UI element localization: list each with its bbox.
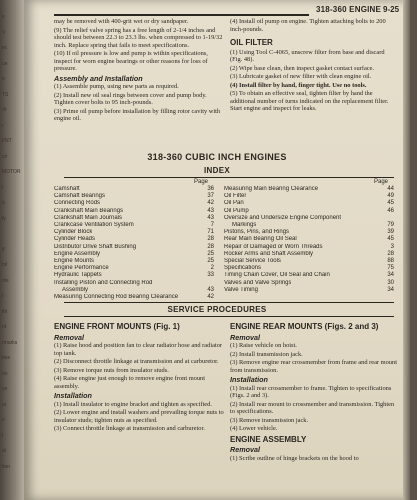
adjacent-page-fragment: nts bbox=[2, 277, 9, 284]
adjacent-page-fragment: l bbox=[2, 184, 4, 191]
removal-heading: Removal bbox=[230, 445, 260, 454]
adjacent-page-fragment: MOTOR bbox=[2, 169, 21, 175]
step: (1) Assemble pump, using new parts as required. bbox=[54, 83, 179, 90]
index-page-label-right: Page bbox=[374, 179, 389, 185]
adjacent-page-fragment: rfr bbox=[2, 107, 7, 113]
index-entry bbox=[54, 229, 214, 236]
front-mounts-section bbox=[54, 321, 226, 434]
index-entry bbox=[54, 287, 214, 294]
step: (2) Wipe base clean, then inspect gasket contact surface. bbox=[230, 64, 375, 72]
index-entry-label: Camshaft bbox=[54, 186, 80, 192]
index-entry-page: 2 bbox=[210, 265, 214, 272]
index-entry bbox=[224, 208, 394, 215]
adjacent-page-fragment: fy bbox=[2, 215, 6, 222]
step: (4) Install oil pump on engine. Tighten attaching bolts to 200 inch-pounds. bbox=[230, 18, 386, 33]
index-entry bbox=[224, 193, 394, 200]
index-entry-page: 42 bbox=[207, 294, 214, 301]
index-entry-label: Engine Assembly bbox=[54, 250, 101, 257]
rear-mounts-heading: ENGINE REAR MOUNTS (Figs. 2 and 3) bbox=[230, 322, 379, 331]
index-entry-label: Rear Main Bearing Oil Seal bbox=[224, 236, 297, 243]
step: (2) Lower engine and install washers and prevailing torque nuts to insulator studs; tighten nuts as specified. bbox=[54, 409, 224, 424]
index-entry-label: Measuring Main Bearing Clearance bbox=[224, 186, 319, 192]
index-entry-page bbox=[211, 280, 214, 287]
index-entry-page: 33 bbox=[207, 272, 214, 279]
index-entry bbox=[224, 244, 394, 251]
index-entry-page: 39 bbox=[387, 229, 394, 236]
index-entry-label: Rocker Arms and Shaft Assembly bbox=[224, 250, 314, 257]
adjacent-page-fragment: ur bbox=[2, 401, 7, 408]
index-entry-label: Assembly bbox=[62, 286, 89, 293]
index-entry bbox=[224, 236, 394, 243]
step: (4) Install filter by hand, finger tight. Use no tools. bbox=[230, 81, 367, 89]
index-entry bbox=[224, 265, 394, 272]
index-entry-page: 34 bbox=[387, 272, 394, 279]
service-rule bbox=[64, 316, 394, 317]
index-bottom-rule bbox=[64, 302, 394, 303]
adjacent-page-fragment: bes bbox=[2, 355, 11, 361]
index-entry-label: Engine Performance bbox=[54, 265, 109, 272]
adjacent-page-fragment: rmarks bbox=[2, 339, 18, 346]
step: (2) Disconnect throttle linkage at transmission and at carburetor. bbox=[54, 358, 219, 365]
index-entry bbox=[224, 222, 394, 229]
index-entry-page: 28 bbox=[207, 236, 214, 243]
index-entry-page: 34 bbox=[387, 286, 394, 293]
step: (1) Raise vehicle on hoist. bbox=[230, 342, 297, 349]
paragraph: may be removed with 400-grit wet or dry sandpaper. bbox=[54, 18, 189, 25]
rear-mounts-section bbox=[230, 321, 398, 463]
step: (4) Raise engine just enough to remove engine front mount assembly. bbox=[54, 375, 206, 390]
step: (1) Raise hood and position fan to clear radiator hose and radiator top tank. bbox=[54, 342, 223, 357]
adjacent-page-fragment: TS bbox=[2, 91, 9, 98]
index-entry bbox=[54, 265, 214, 272]
index-entry-label: Installing Piston and Connecting Rod bbox=[54, 279, 153, 286]
adjacent-page-fragment: thi bbox=[2, 308, 8, 315]
index-entry-page: 43 bbox=[207, 207, 214, 214]
manual-page bbox=[24, 0, 410, 500]
index-entry-page: 28 bbox=[387, 250, 394, 257]
index-entry bbox=[224, 280, 394, 287]
adjacent-page-fragment: s bbox=[2, 14, 5, 20]
index-entry bbox=[224, 215, 394, 222]
adjacent-page-fragment: al bbox=[2, 448, 6, 454]
index-entry-page: 44 bbox=[387, 186, 394, 192]
index-entry-label: Engine Mounts bbox=[54, 258, 95, 265]
top-left-column bbox=[54, 18, 226, 124]
index-entry bbox=[224, 200, 394, 207]
service-procedures-title: SERVICE PROCEDURES bbox=[167, 305, 267, 314]
index-entry-page: 30 bbox=[387, 279, 394, 286]
adjacent-page-fragment: e bbox=[2, 76, 5, 82]
step: (2) Install new oil seal rings between cover and pump body. Tighten cover bolts to 95 inch-pounds. bbox=[54, 91, 207, 106]
index-entry-page: 43 bbox=[207, 286, 214, 293]
index-entry bbox=[54, 222, 214, 229]
index-entry-label: Pistons, Pins, and Rings bbox=[224, 229, 290, 236]
index-entry-page: 49 bbox=[387, 193, 394, 200]
step: (3) Prime oil pump before installation by filling rotor cavity with engine oil. bbox=[54, 107, 221, 122]
step: (3) Remove engine rear crossmember from frame and rear mount from transmission. bbox=[230, 359, 397, 374]
paragraph: (9) The relief valve spring has a free length of 2-1/4 inches and should test between 22.3 to 23.3 lbs. when compressed to 1-19/32 inch. Replace spring that fails to meet specifications. bbox=[54, 26, 223, 49]
index-entry bbox=[224, 287, 394, 294]
index-entry-label: Cylinder Heads bbox=[54, 236, 96, 243]
installation-heading: Installation bbox=[54, 391, 92, 400]
index-entry-label: Crankcase Ventilation System bbox=[54, 222, 134, 229]
adjacent-page-fragment: t bbox=[2, 293, 4, 299]
index-page-label-left: Page bbox=[194, 179, 209, 185]
page-edge bbox=[403, 0, 410, 500]
engine-assembly-heading: ENGINE ASSEMBLY bbox=[230, 434, 307, 444]
index-top-rule bbox=[64, 177, 394, 178]
index-entry-page: 25 bbox=[207, 258, 214, 265]
adjacent-page-fragment: o bbox=[2, 417, 5, 423]
index-entry bbox=[224, 272, 394, 279]
index-entry bbox=[54, 258, 214, 265]
index-entry bbox=[54, 236, 214, 243]
index-entry-label: Crankshaft Main Bearings bbox=[54, 207, 124, 214]
index-entry-page: 7 bbox=[210, 222, 214, 229]
adjacent-page-fragment: tion bbox=[2, 463, 11, 470]
section-title: 318-360 CUBIC INCH ENGINES bbox=[147, 152, 287, 162]
index-entry-label: Oil Filter bbox=[224, 193, 247, 200]
adjacent-page-fragment: I bbox=[2, 432, 4, 439]
index-entry-label: Distributor Drive Shaft Bushing bbox=[54, 243, 137, 250]
index-entry bbox=[54, 280, 214, 287]
index-entry-label: Special Service Tools bbox=[224, 258, 281, 265]
index-entry-label: Oil Pan bbox=[224, 200, 244, 207]
top-right-column bbox=[230, 18, 398, 114]
removal-heading: Removal bbox=[54, 332, 84, 342]
index-entry-page: 71 bbox=[207, 229, 214, 236]
adjacent-page-fragment: on bbox=[2, 370, 8, 377]
step: (4) Lower vehicle. bbox=[230, 425, 278, 432]
page-header bbox=[24, 5, 410, 17]
header-title: 318-360 ENGINE bbox=[316, 5, 382, 14]
index-entry bbox=[54, 193, 214, 200]
index-entry bbox=[224, 258, 394, 265]
front-mounts-heading: ENGINE FRONT MOUNTS (Fig. 1) bbox=[54, 322, 180, 331]
index-entry-page: 75 bbox=[387, 265, 394, 272]
index-left-column bbox=[54, 186, 214, 301]
step: (5) To obtain an effective seal, tighten filter by hand the additional number of turns indicated on the replacement filter. Start engine and inspect for leaks. bbox=[230, 90, 389, 112]
index-entry bbox=[54, 186, 214, 193]
index-right-column bbox=[224, 186, 394, 294]
installation-heading: Installation bbox=[230, 375, 268, 384]
index-entry-page: 42 bbox=[207, 200, 214, 207]
step: (1) Using Tool C-4065, unscrew filter from base and discard (Fig. 48). bbox=[230, 48, 385, 63]
index-entry-label: Oversize and Undersize Engine Component bbox=[224, 214, 342, 221]
adjacent-page-fragment: V bbox=[2, 29, 6, 36]
index-entry-page: 36 bbox=[207, 186, 214, 192]
index-entry-label: Oil Pump bbox=[224, 207, 249, 214]
index-entry-page: 3 bbox=[390, 243, 394, 250]
index-entry bbox=[54, 200, 214, 207]
index-entry bbox=[54, 251, 214, 258]
adjacent-page-fragment: r bbox=[2, 122, 4, 129]
index-entry-page: 43 bbox=[207, 214, 214, 221]
adjacent-page-fragment: cir bbox=[2, 153, 8, 160]
adjacent-page-fragment: ec bbox=[2, 45, 8, 51]
index-entry bbox=[54, 272, 214, 279]
index-entry-label: Markings bbox=[232, 222, 257, 229]
oil-filter-heading: OIL FILTER bbox=[230, 38, 273, 47]
index-entry-page: 88 bbox=[387, 258, 394, 265]
index-entry-label: Measuring Connecting Rod Bearing Clearance bbox=[54, 294, 179, 301]
adjacent-page-fragment: ve bbox=[2, 386, 8, 392]
index-entry-page: 45 bbox=[387, 200, 394, 207]
adjacent-page-fragment: ml bbox=[2, 262, 8, 268]
header-page-number: 9-25 bbox=[383, 5, 400, 14]
step: (1) Install rear crossmember to frame. Tighten to specifications (Figs. 2 and 3). bbox=[230, 384, 392, 399]
index-entry-page: 45 bbox=[387, 236, 394, 243]
adjacent-page-fragment: a bbox=[2, 200, 5, 206]
step: (2) Install transmission jack. bbox=[230, 350, 303, 358]
index-entry-label: Connecting Rods bbox=[54, 200, 101, 207]
index-entry-label: Repair of Damaged or Worn Threads bbox=[224, 243, 323, 250]
adjacent-page-fragment: if bbox=[2, 246, 5, 253]
index-entry-page bbox=[391, 215, 394, 222]
assembly-installation-heading: Assembly and Installation bbox=[54, 73, 143, 83]
index-title: INDEX bbox=[204, 166, 230, 175]
paragraph: (10) If oil pressure is low and pump is within specifications, inspect for worn engine bearings or other reasons for loss of pressure. bbox=[54, 50, 208, 72]
index-entry-page: 28 bbox=[207, 243, 214, 250]
index-entry-page: 25 bbox=[207, 250, 214, 257]
index-entry-label: Valve Timing bbox=[224, 286, 258, 293]
index-entry-page: 46 bbox=[387, 207, 394, 214]
index-entry-label: Camshaft Bearings bbox=[54, 193, 106, 200]
step: (2) Install rear mount to crossmember and transmission. Tighten to specifications. bbox=[230, 400, 395, 415]
index-entry-page: 79 bbox=[387, 222, 394, 229]
index-entry bbox=[54, 244, 214, 251]
index-entry-label: Crankshaft Main Journals bbox=[54, 214, 123, 221]
step: (3) Connect throttle linkage at transmission and carburetor. bbox=[54, 425, 205, 432]
index-entry bbox=[224, 229, 394, 236]
adjacent-page-fragment: FNT bbox=[2, 138, 12, 144]
adjacent-page-fragment: ue bbox=[2, 60, 8, 67]
header-rule bbox=[54, 14, 309, 16]
index-entry bbox=[54, 215, 214, 222]
index-entry-label: Specifications bbox=[224, 265, 262, 272]
step: (1) Install insulator to engine bracket and tighten as specified. bbox=[54, 400, 212, 408]
index-entry-page: 37 bbox=[207, 193, 214, 200]
index-entry-label: Timing Chain Cover, Oil Seal and Chain bbox=[224, 272, 330, 279]
step: (3) Lubricate gasket of new filter with clean engine oil. bbox=[230, 73, 372, 80]
adjacent-page-fragment: nt bbox=[2, 324, 7, 330]
index-entry bbox=[54, 294, 214, 301]
index-entry bbox=[54, 208, 214, 215]
removal-heading: Removal bbox=[230, 332, 260, 342]
index-entry bbox=[224, 251, 394, 258]
index-entry-label: Cylinder Block bbox=[54, 229, 93, 236]
step: (3) Remove transmission jack. bbox=[230, 416, 309, 424]
step: (1) Scribe outline of hinge brackets on the hood to bbox=[230, 454, 359, 462]
index-entry bbox=[224, 186, 394, 193]
step: (3) Remove torque nuts from insulator studs. bbox=[54, 366, 169, 374]
index-entry-label: Hydraulic Tappets bbox=[54, 272, 102, 279]
index-entry-label: Valves and Valve Springs bbox=[224, 279, 292, 286]
